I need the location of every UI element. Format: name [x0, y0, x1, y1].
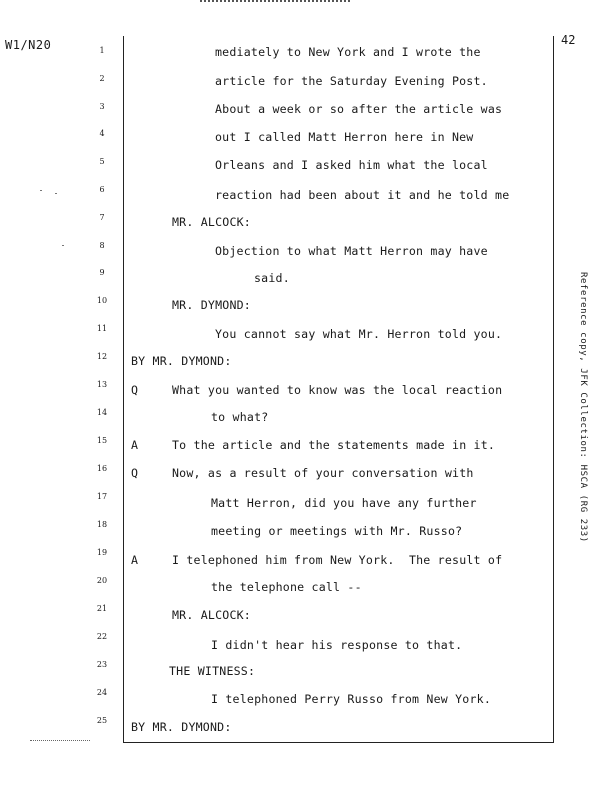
transcript-line: What you wanted to know was the local reaction — [172, 383, 503, 397]
scan-speck — [40, 190, 42, 191]
line-number: 11 — [96, 324, 108, 333]
line-number: 17 — [96, 492, 108, 501]
margin-line-left — [123, 36, 124, 743]
transcript-line: article for the Saturday Evening Post. — [215, 74, 488, 88]
speaker-label: THE WITNESS: — [169, 664, 256, 678]
transcript-line: meeting or meetings with Mr. Russo? — [211, 524, 463, 538]
qa-marker: A — [131, 438, 138, 452]
line-number: 21 — [96, 604, 108, 613]
scan-speck — [30, 740, 90, 742]
transcript-line: Matt Herron, did you have any further — [211, 496, 477, 510]
line-number: 6 — [99, 185, 105, 194]
transcript-line: You cannot say what Mr. Herron told you. — [215, 327, 503, 341]
transcript-line: out I called Matt Herron here in New — [215, 130, 474, 144]
transcript-line: I didn't hear his response to that. — [211, 638, 463, 652]
transcript-line: Now, as a result of your conversation with — [172, 466, 474, 480]
transcript-line: I telephoned Perry Russo from New York. — [211, 692, 492, 706]
transcript-line: About a week or so after the article was — [215, 102, 503, 116]
transcript-line: Orleans and I asked him what the local — [215, 158, 488, 172]
scan-speck — [62, 245, 64, 246]
line-number: 4 — [99, 129, 105, 138]
line-number: 2 — [99, 74, 105, 83]
line-number: 24 — [96, 688, 108, 697]
transcript-line: said. — [254, 271, 290, 285]
speaker-label: MR. ALCOCK: — [172, 608, 251, 622]
line-number: 25 — [96, 716, 108, 725]
line-number: 18 — [96, 520, 108, 529]
line-number: 23 — [96, 660, 108, 669]
line-number: 19 — [96, 548, 108, 557]
scan-speck — [55, 193, 57, 194]
line-number: 12 — [96, 352, 108, 361]
line-number: 3 — [99, 102, 105, 111]
line-number: 7 — [99, 213, 105, 222]
line-number: 9 — [99, 268, 105, 277]
line-number: 20 — [96, 576, 108, 585]
qa-marker: Q — [131, 466, 138, 480]
transcript-line: the telephone call -- — [211, 580, 362, 594]
speaker-label: MR. DYMOND: — [172, 298, 251, 312]
page-number: 42 — [561, 33, 576, 47]
line-number: 8 — [99, 241, 105, 250]
transcript-line: to what? — [211, 410, 269, 424]
transcript-line: To the article and the statements made in it. — [172, 438, 496, 452]
line-number: 22 — [96, 632, 108, 641]
examiner-label: BY MR. DYMOND: — [131, 720, 232, 734]
line-number: 16 — [96, 464, 108, 473]
line-number: 15 — [96, 436, 108, 445]
line-number: 10 — [96, 296, 108, 305]
margin-line-right — [553, 36, 554, 743]
examiner-label: BY MR. DYMOND: — [131, 354, 232, 368]
line-number: 5 — [99, 157, 105, 166]
transcript-line: Objection to what Matt Herron may have — [215, 244, 488, 258]
line-number: 14 — [96, 408, 108, 417]
speaker-label: MR. ALCOCK: — [172, 215, 251, 229]
transcript-line: I telephoned him from New York. The result of — [172, 553, 503, 567]
reference-copy-stamp: Reference copy, JFK Collection: HSCA (RG 233) — [578, 272, 588, 543]
line-number: 13 — [96, 380, 108, 389]
qa-marker: A — [131, 553, 138, 567]
line-number: 1 — [99, 46, 105, 55]
scan-artifact — [200, 0, 350, 8]
transcript-line: reaction had been about it and he told me — [215, 188, 510, 202]
transcript-id: W1/N20 — [5, 38, 52, 52]
transcript-line: mediately to New York and I wrote the — [215, 45, 481, 59]
qa-marker: Q — [131, 383, 138, 397]
bottom-border-line — [123, 742, 554, 743]
